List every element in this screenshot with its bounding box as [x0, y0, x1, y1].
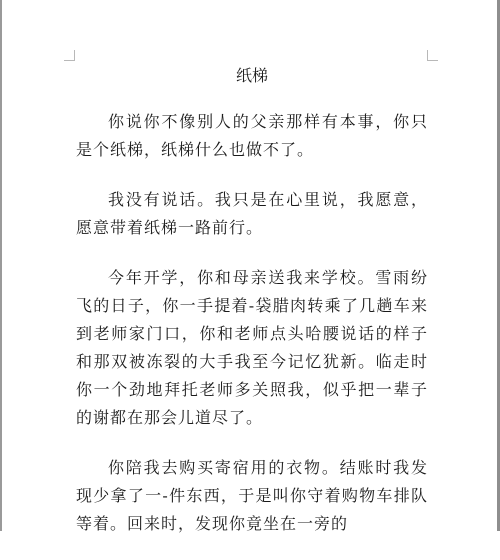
window-left-border — [0, 0, 2, 531]
paragraph-1: 你说你不像别人的父亲那样有本事，你只是个纸梯，纸梯什么也做不了。 — [76, 112, 428, 159]
paragraph-2: 我没有说话。我只是在心里说，我愿意，愿意带着纸梯一路前行。 — [76, 190, 428, 237]
margin-corner-mark-top-left — [64, 50, 75, 61]
document-title: 纸梯 — [235, 66, 268, 85]
margin-corner-mark-top-right — [427, 50, 438, 61]
paragraph-3: 今年开学，你和母亲送我来学校。雪雨纷飞的日子，你一手提着-袋腊肉转乘了几趟车来到老师家门口，你和老师点头哈腰说话的样子和那双被冻裂的大手我至今记忆犹新。临走时你一个劲地拜托老师多关照我，似乎把一辈子的谢都在那会儿道尽了。 — [76, 268, 428, 427]
document-page — [76, 64, 428, 560]
paragraph-4: 你陪我去购买寄宿用的衣物。结账时我发现少拿了一-件东西，于是叫你守着购物车排队等着。回来时，发现你竟坐在一旁的 — [76, 458, 428, 533]
